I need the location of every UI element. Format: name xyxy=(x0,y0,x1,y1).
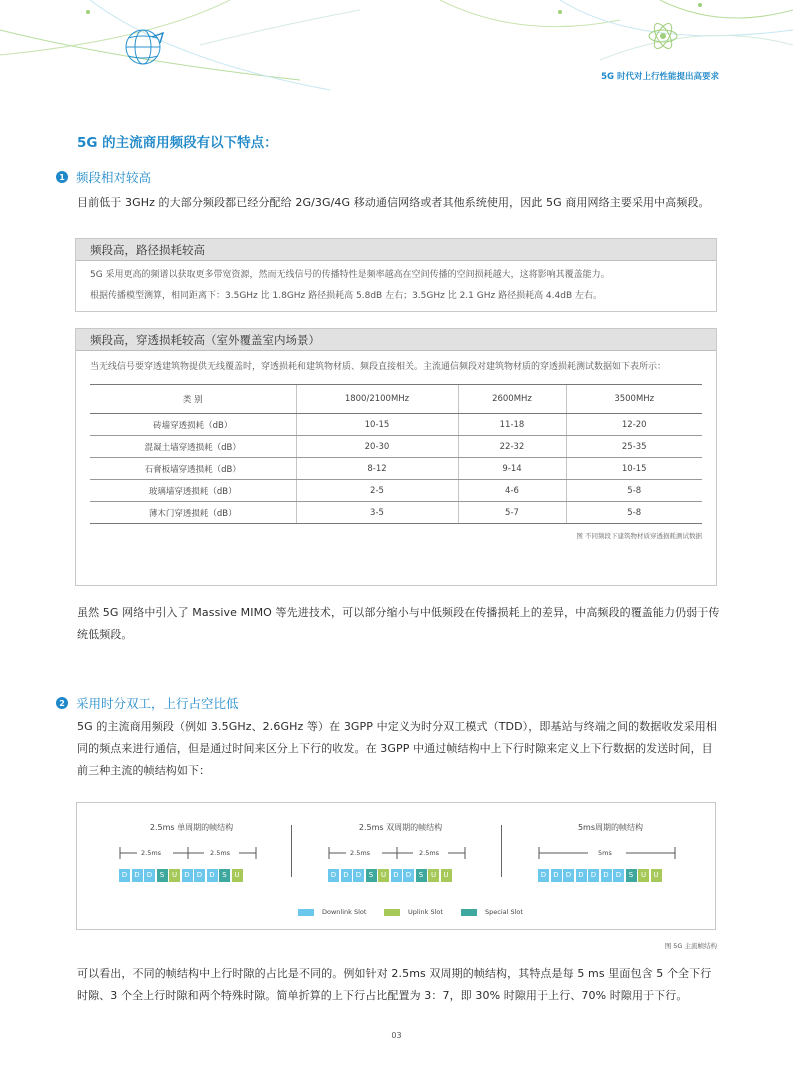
slot: S xyxy=(366,869,377,882)
section-heading: 5G 的主流商用频段有以下特点： xyxy=(77,135,278,151)
table-caption: 图 不同频段下建筑物材质穿透损耗测试数据 xyxy=(576,532,702,540)
period-label: 2.5ms xyxy=(210,849,231,857)
penetration-loss-table xyxy=(90,384,702,524)
final-paragraph: 可以看出，不同的帧结构中上行时隙的占比是不同的。例如针对 2.5ms 双周期的帧结构，其特点是每 5 ms 里面包含 5 个全下行时隙、3 个全上行时隙和两个特殊时隙。简单折算的上下行占比配置为 3：7，即 30% 时隙用于上行、70% 时隙用于下行。 xyxy=(77,967,712,1002)
slot: D xyxy=(132,869,143,882)
legend-label: Special Slot xyxy=(485,908,523,916)
slot: U xyxy=(232,869,243,882)
table-cell: 石膏板墙穿透损耗（dB） xyxy=(90,458,296,480)
table-cell: 8-12 xyxy=(296,458,458,480)
slot: U xyxy=(651,869,662,882)
table-cell: 砖墙穿透损耗（dB） xyxy=(90,414,296,436)
slot: U xyxy=(378,869,389,882)
atom-icon xyxy=(649,21,677,51)
slot: D xyxy=(119,869,130,882)
table-cell: 10-15 xyxy=(296,414,458,436)
frame-group-title: 2.5ms 双周期的帧结构 xyxy=(358,823,443,832)
table-cell: 20-30 xyxy=(296,436,458,458)
slot: D xyxy=(538,869,549,882)
slot-row xyxy=(538,869,663,882)
slot: D xyxy=(182,869,193,882)
slot: U xyxy=(169,869,180,882)
slot: D xyxy=(207,869,218,882)
point-1-text: 目前低于 3GHz 的大部分频段都已经分配给 2G/3G/4G 移动通信网络或者其他系统使用，因此 5G 商用网络主要采用中高频段。 xyxy=(77,196,710,209)
table-cell: 9-14 xyxy=(458,458,566,480)
legend-swatch xyxy=(298,909,314,916)
point-2-title: 采用时分双工，上行占空比低 xyxy=(76,696,239,711)
period-label: 2.5ms xyxy=(141,849,162,857)
penetration-loss-box-title: 频段高，穿透损耗较高（室外覆盖室内场景） xyxy=(76,329,716,351)
frame-group-title: 5ms周期的帧结构 xyxy=(577,823,644,832)
table-header-cell: 3500MHz xyxy=(566,385,702,414)
dot-markers xyxy=(86,3,702,14)
figure-caption: 图 5G 主流帧结构 xyxy=(664,942,717,950)
running-header-title: 5G 时代对上行性能提出高要求 xyxy=(601,72,719,82)
number-badge: 2 xyxy=(56,697,68,709)
slot: U xyxy=(638,869,649,882)
slot: D xyxy=(144,869,155,882)
slot: U xyxy=(428,869,439,882)
slot-row xyxy=(119,869,244,882)
penetration-loss-box-text: 当无线信号要穿透建筑物提供无线覆盖时，穿透损耗和建筑物材质、频段直接相关。主流通信频段对建筑物材质的穿透损耗测试数据如下表所示： xyxy=(90,362,667,372)
table-cell: 玻璃墙穿透损耗（dB） xyxy=(90,480,296,502)
header-decoration xyxy=(0,0,793,110)
slot: U xyxy=(441,869,452,882)
slot: S xyxy=(416,869,427,882)
table-row xyxy=(90,458,702,480)
slot-row xyxy=(328,869,453,882)
table-cell: 12-20 xyxy=(566,414,702,436)
table-header-cell: 1800/2100MHz xyxy=(296,385,458,414)
path-loss-line-1: 5G 采用更高的频谱以获取更多带宽资源，然而无线信号的传播特性是频率越高在空间传播的空间损耗越大，这将影响其覆盖能力。 xyxy=(90,270,610,280)
slot: D xyxy=(576,869,587,882)
table-row xyxy=(90,480,702,502)
table-cell: 3-5 xyxy=(296,502,458,524)
slot: D xyxy=(563,869,574,882)
penetration-loss-box xyxy=(75,328,717,586)
group-divider xyxy=(291,825,292,877)
legend-label: Uplink Slot xyxy=(408,908,443,916)
path-loss-box xyxy=(75,238,717,312)
point-1-heading xyxy=(56,168,151,186)
table-cell: 混凝土墙穿透损耗（dB） xyxy=(90,436,296,458)
slot: D xyxy=(194,869,205,882)
period-label: 2.5ms xyxy=(419,849,440,857)
point-2-text: 5G 的主流商用频段（例如 3.5GHz、2.6GHz 等）在 3GPP 中定义为时分双工模式（TDD），即基站与终端之间的数据收发采用相同的频点来进行通信，但是通过时间来区分上下行的收发。在 3GPP 中通过帧结构中上下行时隙来定义上下行数据的发送时间，目前三种主流的帧结构如下： xyxy=(77,720,717,777)
legend-downlink xyxy=(298,908,366,916)
slot: D xyxy=(328,869,339,882)
point-1-title: 频段相对较高 xyxy=(76,170,152,185)
slot: S xyxy=(157,869,168,882)
slot: D xyxy=(601,869,612,882)
number-badge: 1 xyxy=(56,171,68,183)
table-row xyxy=(90,502,702,524)
path-loss-box-title: 频段高，路径损耗较高 xyxy=(76,239,716,261)
slot: S xyxy=(626,869,637,882)
slot: D xyxy=(551,869,562,882)
slot: S xyxy=(219,869,230,882)
slot: D xyxy=(588,869,599,882)
table-cell: 22-32 xyxy=(458,436,566,458)
slot: D xyxy=(353,869,364,882)
slot: D xyxy=(341,869,352,882)
table-header-cell: 类 别 xyxy=(90,385,296,414)
table-cell: 5-8 xyxy=(566,480,702,502)
path-loss-box-body xyxy=(76,261,716,307)
table-cell: 4-6 xyxy=(458,480,566,502)
group-divider xyxy=(501,825,502,877)
table-cell: 薄木门穿透损耗（dB） xyxy=(90,502,296,524)
page-number: 03 xyxy=(391,1031,402,1040)
point-2-heading xyxy=(56,694,239,712)
legend-swatch xyxy=(461,909,477,916)
period-label: 5ms xyxy=(598,849,612,857)
frame-structure-diagram xyxy=(76,802,716,930)
period-label: 2.5ms xyxy=(350,849,371,857)
path-loss-line-2: 根据传播模型测算，相同距离下：3.5GHz 比 1.8GHz 路径损耗高 5.8dB 左右；3.5GHz 比 2.1 GHz 路径损耗高 4.4dB 左右。 xyxy=(90,291,602,301)
table-header-row xyxy=(90,385,702,414)
table-cell: 10-15 xyxy=(566,458,702,480)
table-row xyxy=(90,414,702,436)
table-cell: 25-35 xyxy=(566,436,702,458)
table-cell: 5-7 xyxy=(458,502,566,524)
table-cell: 11-18 xyxy=(458,414,566,436)
coverage-paragraph: 虽然 5G 网络中引入了 Massive MIMO 等先进技术，可以部分缩小与中低频段在传播损耗上的差异，中高频段的覆盖能力仍弱于传统低频段。 xyxy=(77,606,720,641)
legend-special xyxy=(461,908,523,916)
slot: D xyxy=(403,869,414,882)
table-cell: 5-8 xyxy=(566,502,702,524)
legend-uplink xyxy=(384,908,443,916)
table-cell: 2-5 xyxy=(296,480,458,502)
legend-swatch xyxy=(384,909,400,916)
slot: D xyxy=(613,869,624,882)
frame-group-title: 2.5ms 单周期的帧结构 xyxy=(149,823,234,832)
table-header-cell: 2600MHz xyxy=(458,385,566,414)
table-row xyxy=(90,436,702,458)
legend-label: Downlink Slot xyxy=(322,908,367,916)
slot: D xyxy=(391,869,402,882)
